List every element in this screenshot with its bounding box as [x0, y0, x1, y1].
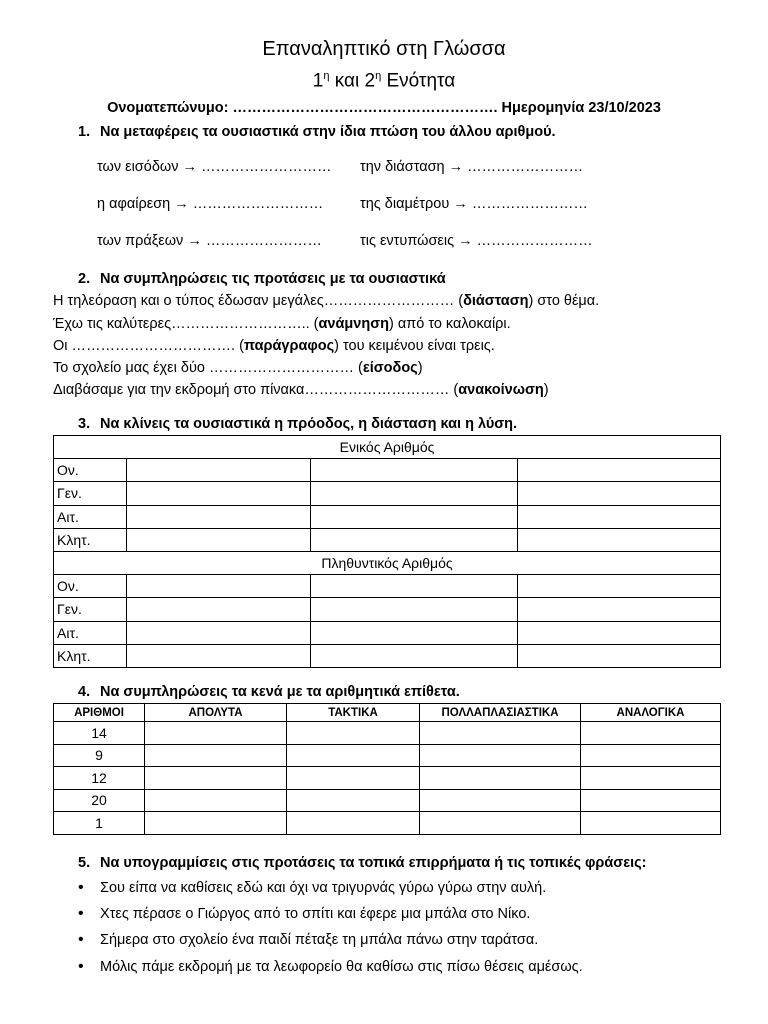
worksheet-title: Επαναληπτικό στη Γλώσσα: [262, 38, 506, 60]
q2-sentence: Έχω τις καλύτερες……………………….. (ανάμνηση) από το καλοκαίρι.: [53, 316, 511, 332]
case-label: Γεν.: [54, 598, 127, 621]
case-label: Κλητ.: [54, 528, 127, 551]
number-cell: 20: [54, 789, 145, 812]
answer-cell[interactable]: [287, 789, 420, 812]
answer-cell[interactable]: [127, 575, 311, 598]
answer-cell[interactable]: [311, 482, 518, 505]
answer-cell[interactable]: [287, 744, 420, 767]
answer-cell[interactable]: [581, 722, 721, 745]
name-date-line: Ονοματεπώνυμο: ………………………………………………. Ημερομηνία 23/10/2023: [107, 100, 661, 116]
table-row: [54, 459, 721, 482]
answer-cell[interactable]: [145, 722, 287, 745]
q1-item: την διάσταση → ……………………: [360, 159, 584, 175]
answer-cell[interactable]: [127, 644, 311, 667]
list-item: • Σήμερα στο σχολείο ένα παιδί πέταξε τη μπάλα πάνω στην ταράτσα.: [78, 931, 539, 948]
question-1-heading: 1. Να μεταφέρεις τα ουσιαστικά στην ίδια πτώση του άλλου αριθμού.: [78, 124, 556, 140]
bullet-icon: •: [78, 879, 84, 896]
list-item: • Χτες πέρασε ο Γιώργος από το σπίτι και έφερε μια μπάλα στο Νίκο.: [78, 905, 531, 922]
answer-cell[interactable]: [287, 722, 420, 745]
column-header: ΠΟΛΛΑΠΛΑΣΙΑΣΤΙΚΑ: [420, 704, 581, 722]
column-header: ΑΠΟΛΥΤΑ: [145, 704, 287, 722]
answer-cell[interactable]: [518, 528, 721, 551]
answer-cell[interactable]: [127, 621, 311, 644]
table-row: [54, 767, 721, 790]
q1-item: τις εντυπώσεις → ……………………: [360, 233, 593, 249]
case-label: Γεν.: [54, 482, 127, 505]
declension-table: [53, 435, 721, 668]
case-label: Κλητ.: [54, 644, 127, 667]
answer-cell[interactable]: [127, 528, 311, 551]
answer-cell[interactable]: [287, 767, 420, 790]
bullet-icon: •: [78, 958, 84, 975]
answer-cell[interactable]: [518, 575, 721, 598]
bullet-icon: •: [78, 931, 84, 948]
plural-header: Πληθυντικός Αριθμός: [54, 551, 721, 574]
answer-cell[interactable]: [518, 644, 721, 667]
column-header: ΑΝΑΛΟΓΙΚΑ: [581, 704, 721, 722]
answer-cell[interactable]: [145, 812, 287, 835]
table-row: [54, 505, 721, 528]
table-row: [54, 722, 721, 745]
list-item: • Μόλις πάμε εκδρομή με τα λεωφορείο θα καθίσω στις πίσω θέσεις αμέσως.: [78, 958, 583, 975]
answer-cell[interactable]: [581, 767, 721, 790]
table-row: [54, 812, 721, 835]
case-label: Αιτ.: [54, 621, 127, 644]
table-row: [54, 482, 721, 505]
number-cell: 12: [54, 767, 145, 790]
column-header: ΑΡΙΘΜΟΙ: [54, 704, 145, 722]
answer-cell[interactable]: [311, 505, 518, 528]
question-5-heading: 5. Να υπογραμμίσεις στις προτάσεις τα τοπικά επιρρήματα ή τις τοπικές φράσεις:: [78, 855, 647, 871]
question-3-heading: 3. Να κλίνεις τα ουσιαστικά η πρόοδος, η διάσταση και η λύση.: [78, 416, 518, 432]
answer-cell[interactable]: [420, 789, 581, 812]
table-row: [54, 744, 721, 767]
answer-cell[interactable]: [145, 767, 287, 790]
number-cell: 14: [54, 722, 145, 745]
bullet-icon: •: [78, 905, 84, 922]
answer-cell[interactable]: [518, 459, 721, 482]
numerals-table: [53, 703, 721, 835]
answer-cell[interactable]: [518, 598, 721, 621]
table-row: [54, 644, 721, 667]
answer-cell[interactable]: [420, 767, 581, 790]
answer-cell[interactable]: [311, 575, 518, 598]
q2-sentence: Το σχολείο μας έχει δύο ………………………… (είσοδος): [53, 360, 423, 376]
question-2-heading: 2. Να συμπληρώσεις τις προτάσεις με τα ουσιαστικά: [78, 271, 446, 287]
answer-cell[interactable]: [127, 505, 311, 528]
answer-cell[interactable]: [311, 644, 518, 667]
singular-header: Ενικός Αριθμός: [54, 436, 721, 459]
answer-cell[interactable]: [581, 744, 721, 767]
q2-sentence: Οι ……………………………. (παράγραφος) του κειμένου είναι τρεις.: [53, 338, 495, 354]
answer-cell[interactable]: [145, 789, 287, 812]
answer-cell[interactable]: [420, 812, 581, 835]
worksheet-subtitle: $1^\eta$ και $2^\eta$ Ενότητα: [312, 70, 456, 92]
answer-cell[interactable]: [311, 528, 518, 551]
list-item: • Σου είπα να καθίσεις εδώ και όχι να τριγυρνάς γύρω γύρω στην αυλή.: [78, 879, 547, 896]
answer-cell[interactable]: [311, 598, 518, 621]
answer-cell[interactable]: [581, 812, 721, 835]
answer-cell[interactable]: [581, 789, 721, 812]
q1-item: των εισόδων → ………………………: [97, 159, 332, 175]
case-label: Ον.: [54, 575, 127, 598]
table-row: [54, 575, 721, 598]
answer-cell[interactable]: [518, 505, 721, 528]
answer-cell[interactable]: [518, 482, 721, 505]
case-label: Αιτ.: [54, 505, 127, 528]
question-4-heading: 4. Να συμπληρώσεις τα κενά με τα αριθμητικά επίθετα.: [78, 684, 460, 700]
number-cell: 9: [54, 744, 145, 767]
answer-cell[interactable]: [420, 744, 581, 767]
table-row: [54, 621, 721, 644]
answer-cell[interactable]: [518, 621, 721, 644]
q1-item: της διαμέτρου → ……………………: [360, 196, 588, 212]
q2-sentence: Η τηλεόραση και ο τύπος έδωσαν μεγάλες……………………… (διάσταση) στο θέμα.: [53, 293, 600, 309]
column-header: ΤΑΚΤΙΚΑ: [287, 704, 420, 722]
answer-cell[interactable]: [287, 812, 420, 835]
q2-sentence: Διαβάσαμε για την εκδρομή στο πίνακα………………………… (ανακοίνωση): [53, 382, 549, 398]
answer-cell[interactable]: [311, 621, 518, 644]
answer-cell[interactable]: [145, 744, 287, 767]
q1-item: η αφαίρεση → ………………………: [97, 196, 324, 212]
q1-item: των πράξεων → ……………………: [97, 233, 322, 249]
number-cell: 1: [54, 812, 145, 835]
answer-cell[interactable]: [311, 459, 518, 482]
table-row: [54, 528, 721, 551]
answer-cell[interactable]: [127, 459, 311, 482]
answer-cell[interactable]: [420, 722, 581, 745]
answer-cell[interactable]: [127, 482, 311, 505]
answer-cell[interactable]: [127, 598, 311, 621]
table-row: [54, 598, 721, 621]
table-row: [54, 789, 721, 812]
case-label: Ον.: [54, 459, 127, 482]
